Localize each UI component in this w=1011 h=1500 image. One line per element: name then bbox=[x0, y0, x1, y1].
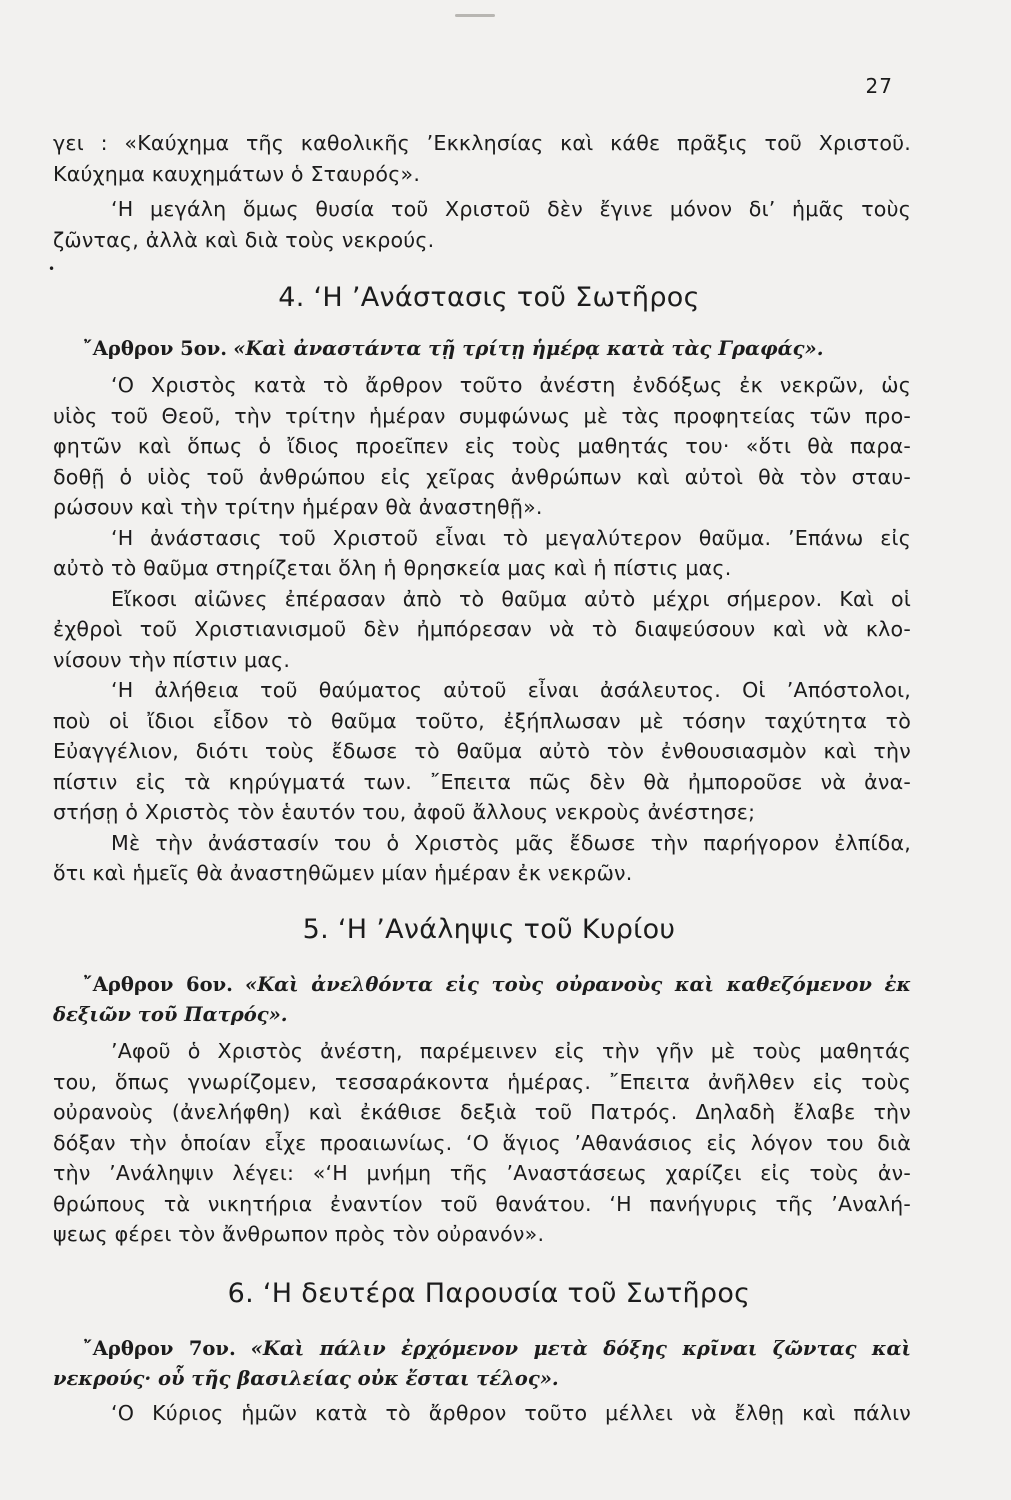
body-line: υἱὸς τοῦ Θεοῦ, τὴν τρίτην ἡμέραν συμφώνως μὲ τὰς προφητείας τῶν προ- bbox=[53, 403, 911, 428]
body-line: ‘Η μεγάλη ὅμως θυσία τοῦ Χριστοῦ δὲν ἔγινε μόνον δι’ ἡμᾶς τοὺς bbox=[111, 197, 911, 221]
article-line bbox=[53, 1364, 911, 1394]
body-line: ψεως φέρει τὸν ἄνθρωπον πρὸς τὸν οὐρανόν». bbox=[53, 1222, 545, 1246]
section-heading: 4. ‘Η ’Ανάστασις τοῦ Σωτῆρος bbox=[278, 282, 700, 313]
body-line: τὴν ’Ανάληψιν λέγει: «‘Η μνήμη τῆς ’Αναστάσεως χαρίζει εἰς τοὺς ἀν- bbox=[53, 1161, 911, 1185]
article-line bbox=[53, 1000, 911, 1030]
body-line: θρώπους τὰ νικητήρια ἐναντίον τοῦ θανάτου. ‘Η πανήγυρις τῆς ’Αναλή- bbox=[53, 1191, 911, 1216]
body-line: δόξαν τὴν ὁποίαν εἶχε προαιωνίως. ‘Ο ἅγιος ’Αθανάσιος εἰς λόγον του διὰ bbox=[53, 1130, 911, 1155]
page-number: 27 bbox=[865, 74, 893, 98]
intro-paragraph bbox=[53, 128, 911, 255]
section-4-body bbox=[53, 370, 911, 889]
body-line: του, ὅπως γνωρίζομεν, τεσσαράκοντα ἡμέρας. ῎Επειτα ἀνῆλθεν εἰς τοὺς bbox=[53, 1069, 911, 1094]
body-line: πίστιν εἰς τὰ κηρύγματά των. ῎Επειτα πῶς δὲν θὰ ἠμποροῦσε νὰ ἀνα- bbox=[53, 769, 911, 794]
article-line bbox=[53, 1334, 911, 1364]
body-line: Καύχημα καυχημάτων ὁ Σταυρός». bbox=[53, 161, 421, 186]
section-5-article bbox=[53, 970, 911, 1030]
section-4 bbox=[53, 282, 911, 313]
article-label: ῎Αρθρον 6ον. bbox=[83, 973, 233, 996]
body-line: ὅτι καὶ ἡμεῖς θὰ ἀναστηθῶμεν μίαν ἡμέραν ἐκ νεκρῶν. bbox=[53, 861, 633, 885]
body-line: γει : «Καύχημα τῆς καθολικῆς ’Εκκλησίας καὶ κάθε πρᾶξις τοῦ Χριστοῦ. bbox=[53, 131, 911, 155]
scan-smudge bbox=[455, 14, 495, 17]
body-line: ποὺ οἱ ἴδιοι εἶδον τὸ θαῦμα τοῦτο, ἐξήπλωσαν μὲ τόσην ταχύτητα τὸ bbox=[53, 708, 911, 733]
section-5 bbox=[53, 914, 911, 945]
article-quote: «Καὶ πάλιν ἐρχόμενον μετὰ δόξης κρῖναι ζῶντας καὶ bbox=[250, 1337, 911, 1360]
body-line: ‘Ο Χριστὸς κατὰ τὸ ἄρθρον τοῦτο ἀνέστη ἐνδόξως ἐκ νεκρῶν, ὡς bbox=[111, 373, 911, 397]
article-label: ῎Αρθρον 5ον. bbox=[83, 337, 228, 360]
body-line: ἐχθροὶ τοῦ Χριστιανισμοῦ δὲν ἠμπόρεσαν νὰ τὸ διαψεύσουν καὶ νὰ κλο- bbox=[53, 617, 911, 641]
section-6-body bbox=[53, 1398, 911, 1429]
body-line: στήσῃ ὁ Χριστὸς τὸν ἑαυτόν του, ἀφοῦ ἄλλους νεκροὺς ἀνέστησε; bbox=[53, 800, 756, 824]
body-line: ‘Η ἀλήθεια τοῦ θαύματος αὐτοῦ εἶναι ἀσάλευτος. Οἱ ’Απόστολοι, bbox=[111, 678, 911, 702]
body-line: Μὲ τὴν ἀνάστασίν του ὁ Χριστὸς μᾶς ἔδωσε τὴν παρήγορον ἐλπίδα, bbox=[111, 830, 911, 855]
article-quote: δεξιῶν τοῦ Πατρός». bbox=[53, 1003, 288, 1026]
body-line: νίσουν τὴν πίστιν μας. bbox=[53, 647, 291, 672]
section-5-body bbox=[53, 1036, 911, 1250]
body-line: ‘Ο Κύριος ἡμῶν κατὰ τὸ ἄρθρον τοῦτο μέλλει νὰ ἔλθῃ καὶ πάλιν bbox=[111, 1401, 911, 1425]
section-heading: 6. ‘Η δευτέρα Παρουσία τοῦ Σωτῆρος bbox=[227, 1278, 751, 1309]
body-line: Εἴκοσι αἰῶνες ἐπέρασαν ἀπὸ τὸ θαῦμα αὐτὸ μέχρι σήμερον. Καὶ οἱ bbox=[111, 586, 911, 611]
ink-dot: • bbox=[48, 262, 56, 276]
article-line bbox=[53, 334, 911, 364]
body-line: δοθῇ ὁ υἱὸς τοῦ ἀνθρώπου εἰς χεῖρας ἀνθρώπων καὶ αὐτοὶ θὰ τὸν σταυ- bbox=[53, 464, 911, 489]
body-line: ‘Η ἀνάστασις τοῦ Χριστοῦ εἶναι τὸ μεγαλύτερον θαῦμα. ’Επάνω εἰς bbox=[111, 525, 911, 550]
article-line bbox=[53, 970, 911, 1000]
body-line: αὐτὸ τὸ θαῦμα στηρίζεται ὅλη ἡ θρησκεία μας καὶ ἡ πίστις μας. bbox=[53, 556, 732, 580]
body-line: Εὐαγγέλιον, διότι τοὺς ἔδωσε τὸ θαῦμα αὐτὸ τὸν ἐνθουσιασμὸν καὶ τὴν bbox=[53, 739, 911, 763]
article-quote: «Καὶ ἀνελθόντα εἰς τοὺς οὐρανοὺς καὶ καθεζόμενον ἐκ bbox=[245, 973, 911, 996]
section-4-article bbox=[53, 334, 911, 364]
section-6-article bbox=[53, 1334, 911, 1394]
body-line: ρώσουν καὶ τὴν τρίτην ἡμέραν θὰ ἀναστηθῇ». bbox=[53, 495, 543, 519]
article-quote: νεκρούς· οὗ τῆς βασιλείας οὐκ ἔσται τέλος». bbox=[53, 1367, 559, 1390]
article-label: ῎Αρθρον 7ον. bbox=[83, 1337, 236, 1360]
body-line: ζῶντας, ἀλλὰ καὶ διὰ τοὺς νεκρούς. bbox=[53, 227, 435, 252]
body-line: φητῶν καὶ ὅπως ὁ ἴδιος προεῖπεν εἰς τοὺς μαθητάς του· «ὅτι θὰ παρα- bbox=[53, 434, 911, 458]
article-quote: «Καὶ ἀναστάντα τῇ τρίτῃ ἡμέρᾳ κατὰ τὰς Γραφάς». bbox=[233, 337, 824, 360]
body-line: ’Αφοῦ ὁ Χριστὸς ἀνέστη, παρέμεινεν εἰς τὴν γῆν μὲ τοὺς μαθητάς bbox=[111, 1039, 911, 1063]
section-heading: 5. ‘Η ’Ανάληψις τοῦ Κυρίου bbox=[302, 914, 676, 945]
body-line: οὐρανοὺς (ἀνελήφθη) καὶ ἐκάθισε δεξιὰ τοῦ Πατρός. Δηλαδὴ ἔλαβε τὴν bbox=[53, 1100, 911, 1124]
section-6 bbox=[53, 1278, 911, 1309]
